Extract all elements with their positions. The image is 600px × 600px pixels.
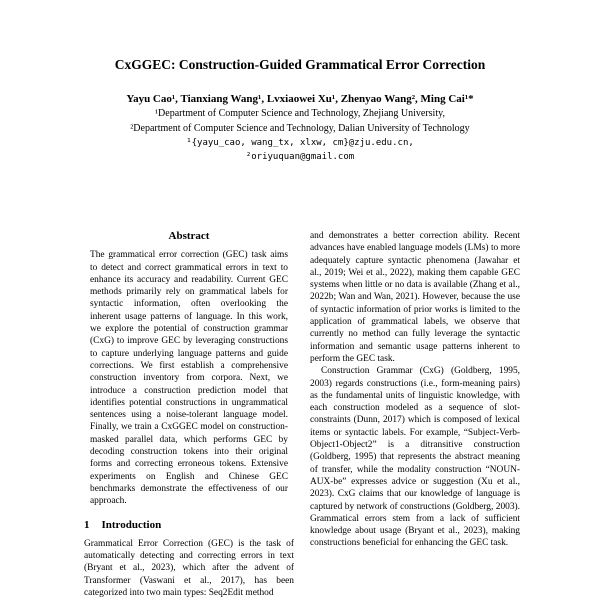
email-line-1: ¹{yayu_cao, wang_tx, xlxw, cm}@zju.edu.cn, [186, 138, 414, 148]
abstract-text: The grammatical error correction (GEC) task aims to detect and correct grammatical errors in text to enhance its accuracy and readability. Current GEC methods primarily rely on grammatical labels for syntactic information, often overlooking the inherent usage patterns of language. In this work, we explore the potential of construction grammar (CxG) to improve GEC by leveraging constructions to capture underlying language patterns and guide corrections. We first establish a comprehensive construction inventory from corpora. Next, we introduce a construction prediction model that identifies potential constructions in ungrammatical sentences using a noise-tolerant language model. Finally, we train a CxGGEC model on construction-masked parallel data, which performs GEC by decoding construction tokens into their original forms and correcting erroneous tokens. Extensive experiments on English and Chinese GEC benchmarks demonstrate the effectiveness of our approach. [90, 250, 288, 507]
email-line-2: ²oriyuquan@gmail.com [245, 152, 355, 162]
two-column-body [84, 230, 520, 599]
body-paragraph-1: and demonstrates a better correction ability. Recent advances have enabled language models (LMs) to more adequately capture syntactic phenomena (Jawahar et al., 2019; Wei et al., 2022), making them capable GEC systems when little or no data is available (Zhang et al., 2022b; Wan and Wan, 2021). However, because the use of syntactic information of prior works is limited to the application of grammatical labels, we observe that currently no method can fully leverage the syntactic information and semantic usage patterns inherent to perform the GEC task. [310, 231, 520, 364]
section-title: Introduction [101, 518, 162, 531]
section-1-heading [84, 519, 294, 531]
author-line: Yayu Cao¹, Tianxiang Wang¹, Lvxiaowei Xu¹, Zhenyao Wang², Ming Cai¹* [126, 93, 474, 105]
section-number: 1 [84, 518, 90, 531]
left-column [84, 230, 294, 599]
abstract-heading: Abstract [168, 230, 210, 242]
body-paragraph-2: Construction Grammar (CxG) (Goldberg, 1995, 2003) regards constructions (i.e., form-meaning pairs) as the fundamental units of linguistic knowledge, with each construction modeled as a sequence of slot-constraints (Dunn, 2017) which is composed of lexical items or syntactic labels. For example, “Subject-Verb-Object1-Object2” is a ditransitive construction (Goldberg, 1995) that represents the abstract meaning of transfer, while the modality construction “NOUN-AUX-be” expresses advice or suggestion (Xu et al., 2023). CxG claims that our knowledge of language is captured by network of constructions (Goldberg, 2003). Grammatical errors stem from a lack of sufficient knowledge about usage (Bryant et al., 2023), making constructions beneficial for enhancing the GEC task. [310, 366, 520, 549]
affiliation-line-2: ²Department of Computer Science and Technology, Dalian University of Technology [130, 123, 470, 134]
intro-paragraph: Grammatical Error Correction (GEC) is the task of automatically detecting and correcting errors in text (Bryant et al., 2023), which after the advent of Transformer (Vaswani et al., 2017), has been categorized into two main types: Seq2Edit method [84, 538, 294, 599]
paper-title: CxGGEC: Construction-Guided Grammatical Error Correction [114, 57, 486, 72]
right-column [310, 230, 520, 599]
affiliation-line-1: ¹Department of Computer Science and Technology, Zhejiang University, [155, 108, 445, 119]
